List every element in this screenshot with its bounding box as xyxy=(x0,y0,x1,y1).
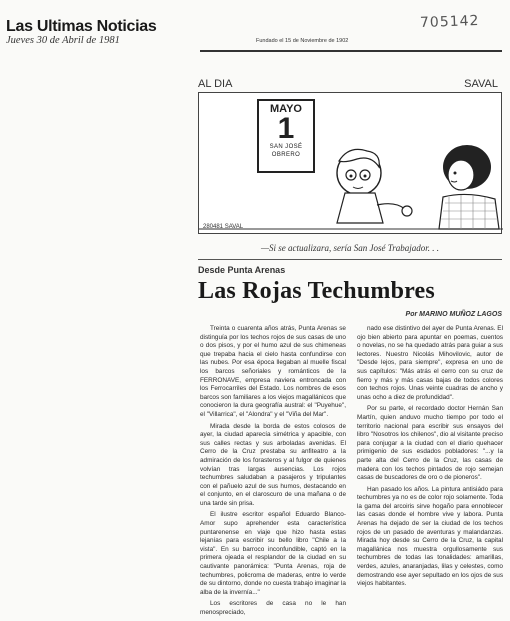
woman-figure xyxy=(439,145,499,229)
paragraph: Mirada desde la borda de estos colosos de ayer, la ciudad aparecía simétrica y apacible, con sus calles rectas y sus arboladas avenidas. El Cerro de la Cruz prestaba su anfiteatro a la admiración de los forasteros y al fulgor de quienes volvían tras largas ausencias. Los rojos techumbres saludaban a pasajeros y tripulantes con el pañuelo azul de sus humos, destacando en el conjunto, en el claroscuro de una mañana o de una tarde sin prisa. xyxy=(200,422,346,507)
paragraph: El ilustre escritor español Eduardo Blanco-Amor supo aprehender esta característica puntarenense en viaje que hizo hasta estas lejanías para escribir su bello libro "Chile a la vista". En su barroco inconfundible, captó en la primera ojeada el resplandor de la ciudad en su cautivante panorámica: "Punta Arenas, roja de techumbres, policroma de maderas, entre lo verde de su dintorno, donde no cuesta trabajo imaginar la alba de la invernía..." xyxy=(200,511,346,596)
paragraph: Los escritores de casa no le han menospreciado, xyxy=(200,600,346,616)
newspaper-name: Las Ultimas Noticias xyxy=(6,18,157,35)
handwritten-archive-number: 705142 xyxy=(419,12,480,32)
calendar-month: MAYO xyxy=(270,103,302,115)
article-kicker: Desde Punta Arenas xyxy=(198,265,286,275)
cartoon-caption: —Si se actualizara, sería San José Trabajador. . . xyxy=(260,243,439,253)
cartoon-header xyxy=(198,78,502,92)
paragraph: Por su parte, el recordado doctor Hernán San Martín, quien anduvo mucho tiempo por todo el territorio nacional para escribir sus ensayos del libro "Nosotros los chilenos", dio al visitante preciso para conjugar a la ciudad con el diario quehacer primigenio de sus esdados pobladores: "...y la parte alta del Cerro de la Cruz, las casas de madera con los techos pintados de rojo semejan casas de buscadores de oro o de pioneros". xyxy=(357,405,503,482)
article-column-right xyxy=(357,325,503,592)
cartoon-drawing xyxy=(199,93,503,235)
paragraph: nado ese distintivo del ayer de Punta Arenas. El ojo bien abierto para apuntar en poemas, cuentos o novelas, no se ha quedado atrás para guiar a sus lectores. Nuestro Nicolás Mihovilovic, autor de "Desde lejos, para siempre", expresa en uno de sus capítulos: "Más atrás el cerro con su cruz de fierro y más y más casas bajas de todos colores con techos rojos. Unas veinte cuadras de ancho y unas ocho a diez de profundidad". xyxy=(357,325,503,401)
calendar-saint-line-2: OBRERO xyxy=(271,152,301,158)
cartoon-author-label: SAVAL xyxy=(464,78,498,90)
article-byline: Por MARINO MUÑOZ LAGOS xyxy=(405,311,502,318)
man-figure xyxy=(337,149,412,223)
article-column-left xyxy=(200,325,346,621)
publication-date: Jueves 30 de Abril de 1981 xyxy=(6,35,120,46)
calendar-saint-line-1: SAN JOSÉ xyxy=(269,144,303,150)
cartoon-section-label: AL DIA xyxy=(198,78,233,90)
cartoonist-signature: 280481 SAVAL xyxy=(203,224,244,230)
founded-line xyxy=(200,38,502,52)
newspaper-masthead xyxy=(6,18,186,46)
cartoon-panel xyxy=(198,92,502,234)
section-divider xyxy=(198,259,502,260)
calendar-day: 1 xyxy=(277,112,295,145)
calendar-page xyxy=(257,99,315,173)
paragraph: Treinta o cuarenta años atrás, Punta Arenas se distinguía por los techos rojos de sus casas de uno o dos pisos, y por el humo azul de sus chimeneas que trepaba hacia el cielo hasta confundirse con las nubes. Por esa época llegaban al muelle fiscal los barcos señoriales y románticos de la FERRONAVE, empresa naviera entroncada con los Ferrocarriles del Estado. Los nombres de esos barcos son familiares a los viejos magallánicos que conocieron la dura geografía austral: el "Puyehue", el "Villarrica", el "Alondra" y el "Viña del Mar". xyxy=(200,325,346,418)
article-headline: Las Rojas Techumbres xyxy=(198,278,435,304)
founded-text: Fundado el 15 de Noviembre de 1902 xyxy=(256,38,349,44)
paragraph: Han pasado los años. La pintura antisiádo para techumbres ya no es de color rojo solamente. Toda la gama del arcoiris sirve hogaño para ennoblecer las casas donde el hombre vive y labora. Punta Arenas ha dejado de ser la ciudad de los techos rojos de un pasado de aventuras y malandanzas. Mirada hoy desde su Cerro de la Cruz, la capital magallánica nos muestra orgullosamente sus techumbres de todas las tonalidades: amarillas, verdes, azules, anaranjadas, lilas y celestes, como demostrando ese ayer sepultado en los ojos de sus viejos habitantes. xyxy=(357,485,504,588)
